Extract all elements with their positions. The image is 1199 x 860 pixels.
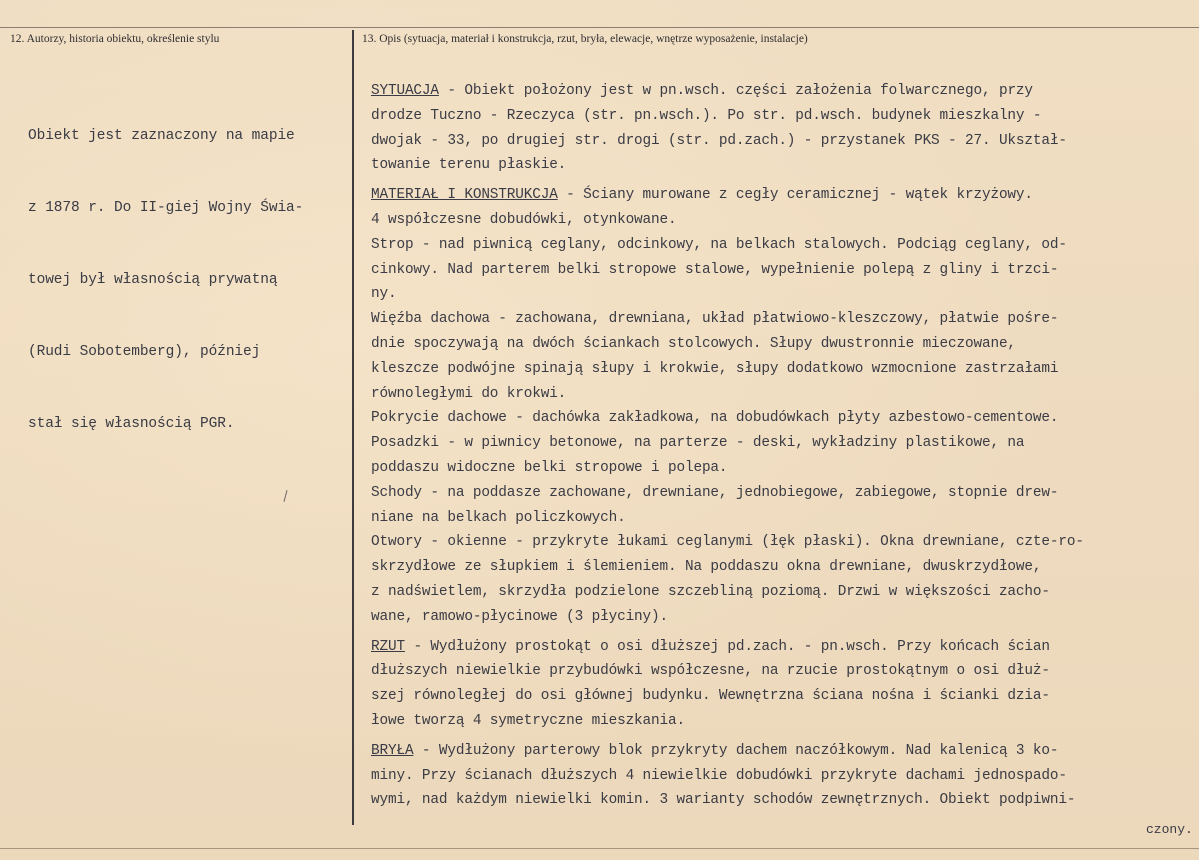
column-divider (352, 30, 354, 825)
section-line: łowe tworzą 4 symetryczne mieszkania. (371, 712, 685, 729)
section-line: poddaszu widoczne belki stropowe i polepa. (371, 459, 728, 476)
section-rzut (371, 635, 1191, 734)
section-line: dłuższych niewielkie przybudówki współczesne, na rzucie prostokątnym o osi dłuż- (371, 663, 1050, 680)
section-label: SYTUACJA (371, 83, 439, 99)
column-12-header: 12. Autorzy, historia obiektu, określenie stylu (10, 33, 220, 45)
section-first-line (371, 79, 1191, 104)
section-line: kleszcze podwójne spinają słupy i krokwie, słupy dodatkowo wzmocnione zastrzałami (371, 360, 1059, 377)
section-line: miny. Przy ścianach dłuższych 4 niewielkie dobudówki przykryte dachami jednospado- (371, 767, 1067, 784)
section-bryła (371, 739, 1191, 813)
section-line: Więźba dachowa - zachowana, drewniana, układ płatwiowo-kleszczowy, płatwie pośre- (371, 311, 1059, 328)
section-label: BRYŁA (371, 742, 414, 759)
section-line: dnie spoczywają na dwóch ściankach stolcowych. Słupy dwustronnie mieczowane, (371, 335, 1016, 352)
history-line: Obiekt jest zaznaczony na mapie (28, 128, 295, 144)
section-line: z nadświetlem, skrzydła podzielone szczebliną poziomą. Drzwi w większości zacho- (371, 583, 1050, 600)
history-line: towej był własnością prywatną (28, 272, 278, 288)
column-13-header: 13. Opis (sytuacja, materiał i konstrukcja, rzut, bryła, elewacje, wnętrze wyposażenie, instalacje) (362, 33, 808, 45)
section-first-text: - Obiekt położony jest w pn.wsch. części założenia folwarcznego, przy (438, 83, 1033, 99)
section-first-text: - Wydłużony prostokąt o osi dłuższej pd.zach. - pn.wsch. Przy końcach ścian (404, 638, 1050, 655)
section-line: dwojak - 33, po drugiej str. drogi (str. pd.zach.) - przystanek PKS - 27. Ukształ- (371, 132, 1067, 149)
section-line: wymi, nad każdym niewielki komin. 3 warianty schodów zewnętrznych. Obiekt podpiwni- (371, 792, 1076, 809)
section-sytuacja (371, 79, 1191, 178)
section-line: wane, ramowo-płycinowe (3 płyciny). (371, 608, 669, 625)
section-label: MATERIAŁ I KONSTRUKCJA (371, 187, 558, 204)
bottom-rule (0, 848, 1199, 849)
section-line: cinkowy. Nad parterem belki stropowe stalowe, wypełnienie polepą z gliny i trzci- (371, 261, 1059, 278)
section-line: towanie terenu płaskie. (371, 157, 567, 174)
section-first-line (371, 183, 1191, 208)
section-first-line (371, 739, 1191, 764)
history-text (28, 76, 343, 484)
section-materiał-i-konstrukcja (371, 183, 1191, 629)
section-label: RZUT (371, 638, 405, 655)
section-line: Posadzki - w piwnicy betonowe, na parterze - deski, wykładziny plastikowe, na (371, 435, 1025, 452)
top-rule (0, 27, 1199, 28)
section-line: Schody - na poddasze zachowane, drewniane, jednobiegowe, zabiegowe, stopnie drew- (371, 484, 1059, 501)
history-line: (Rudi Sobotemberg), później (28, 344, 261, 360)
section-line: 4 współczesne dobudówki, otynkowane. (371, 211, 677, 228)
pen-mark (283, 490, 287, 502)
section-first-text: - Ściany murowane z cegły ceramicznej - wątek krzyżowy. (557, 187, 1033, 204)
section-line: Strop - nad piwnicą ceglany, odcinkowy, na belkach stalowych. Podciąg ceglany, od- (371, 236, 1067, 253)
section-line: równoległymi do krokwi. (371, 385, 567, 402)
section-line: ny. (371, 286, 397, 303)
section-line: niane na belkach policzkowych. (371, 509, 626, 526)
history-line: z 1878 r. Do II-giej Wojny Świa- (28, 200, 304, 216)
section-line: szej równoległej do osi głównej budynku. Wewnętrzna ściana nośna i ścianki dzia- (371, 688, 1050, 705)
history-line: stał się własnością PGR. (28, 416, 235, 432)
section-first-line (371, 635, 1191, 660)
section-line: skrzydłowe ze słupkiem i ślemieniem. Na poddaszu okna drewniane, dwuskrzydłowe, (371, 559, 1042, 576)
section-line: Otwory - okienne - przykryte łukami ceglanymi (łęk płaski). Okna drewniane, czte-ro- (371, 534, 1084, 551)
trailing-word: czony. (1146, 822, 1193, 837)
section-line: drodze Tuczno - Rzeczyca (str. pn.wsch.). Po str. pd.wsch. budynek mieszkalny - (371, 107, 1042, 124)
section-line: Pokrycie dachowe - dachówka zakładkowa, na dobudówkach płyty azbestowo-cementowe. (371, 410, 1059, 427)
section-first-text: - Wydłużony parterowy blok przykryty dachem naczółkowym. Nad kalenicą 3 ko- (413, 742, 1059, 759)
description-text (371, 79, 1191, 813)
